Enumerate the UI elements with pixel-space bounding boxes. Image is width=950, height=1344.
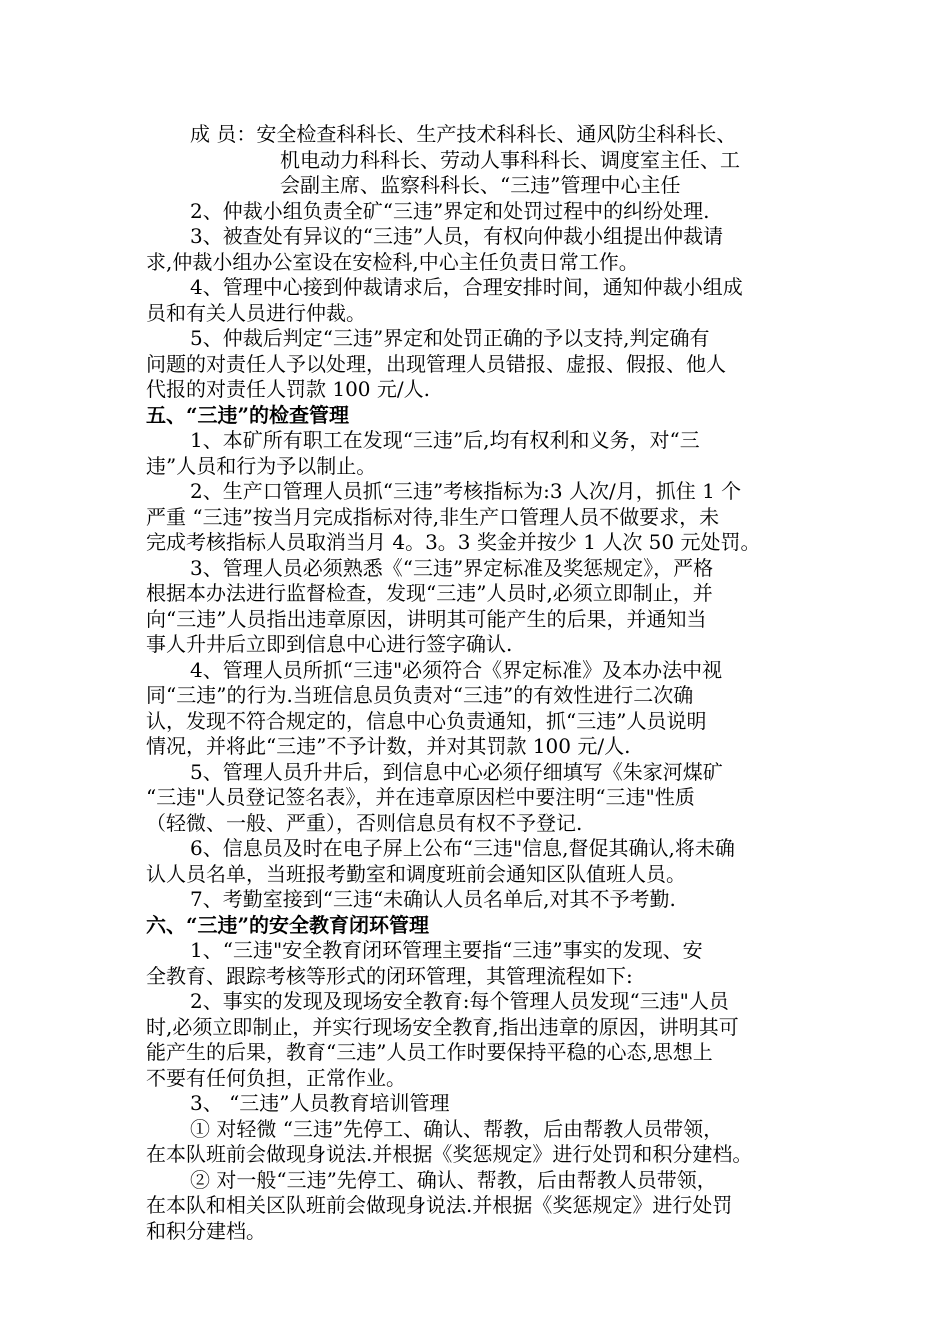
text-line: 1、“三违"安全教育闭环管理主要指“三违”事实的发现、安 <box>190 938 703 962</box>
text-line: 违”人员和行为予以制止。 <box>146 453 377 478</box>
text-line: 2、生产口管理人员抓“三违”考核指标为:3 人次/月，抓住 1 个 <box>190 479 742 503</box>
text-line: 机电动力科科长、劳动人事科科长、调度室主任、工 <box>280 147 740 172</box>
text-line: 成 员：安全检查科科长、生产技术科科长、通风防尘科科长、 <box>190 122 737 146</box>
text-line: 6、信息员及时在电子屏上公布“三违"信息,督促其确认,将未确 <box>190 836 735 860</box>
text-line: 根据本办法进行监督检查，发现“三违”人员时,必须立即制止，并 <box>146 581 713 605</box>
text-line: 时,必须立即制止，并实行现场安全教育,指出违章的原因，讲明其可 <box>146 1014 739 1039</box>
text-line: 2、仲裁小组负责全矿“三违”界定和处罚过程中的纠纷处理. <box>190 198 710 223</box>
text-line: 1、本矿所有职工在发现“三违”后,均有权利和义务，对“三 <box>190 428 700 452</box>
text-line: 员和有关人员进行仲裁。 <box>146 300 366 325</box>
text-line: 不要有任何负担，正常作业。 <box>146 1065 406 1090</box>
text-line: 全教育、跟踪考核等形式的闭环管理，其管理流程如下: <box>146 963 633 988</box>
text-line: 同“三违”的行为.当班信息员负责对“三违”的有效性进行二次确 <box>146 683 694 707</box>
section-heading: 五、“三违”的检查管理 <box>146 402 350 427</box>
document-page <box>146 122 826 1244</box>
text-line: 在本队和相关区队班前会做现身说法.并根据《奖惩规定》进行处罚 <box>146 1193 733 1217</box>
text-line: 2、事实的发现及现场安全教育:每个管理人员发现“三违"人员 <box>190 989 729 1013</box>
text-line: “三违"人员登记签名表》，并在违章原因栏中要注明“三违"性质 <box>146 785 695 809</box>
text-line: 3、被查处有异议的“三违”人员，有权向仲裁小组提出仲裁请 <box>190 224 724 248</box>
text-line: 问题的对责任人予以处理，出现管理人员错报、虚报、假报、他人 <box>146 351 726 376</box>
text-line: 求,仲裁小组办公室设在安检科,中心主任负责日常工作。 <box>146 249 639 274</box>
text-line: 会副主席、监察科科长、“三违”管理中心主任 <box>280 173 681 197</box>
text-line: 4、管理人员所抓“三违"必须符合《界定标准》及本办法中视 <box>190 657 723 682</box>
text-line: 完成考核指标人员取消当月 4。3。3 奖金并按少 1 人次 50 元处罚。 <box>146 530 761 554</box>
text-line: （轻微、一般、严重），否则信息员有权不予登记. <box>146 810 583 835</box>
text-line: 情况，并将此“三违”不予计数，并对其罚款 100 元/人. <box>146 734 631 758</box>
section-heading: 六、“三违”的安全教育闭环管理 <box>146 912 430 937</box>
text-line: 认人员名单，当班报考勤室和调度班前会通知区队值班人员。 <box>146 861 686 886</box>
text-line: 认，发现不符合规定的，信息中心负责通知，抓“三违”人员说明 <box>146 708 707 733</box>
text-line: 严重 “三违”按当月完成指标对待,非生产口管理人员不做要求，未 <box>146 504 720 529</box>
text-line: 5、管理人员升井后，到信息中心必须仔细填写《朱家河煤矿 <box>190 759 723 784</box>
text-line: 向“三违”人员指出违章原因，讲明其可能产生的后果，并通知当 <box>146 606 707 631</box>
text-line: 4、管理中心接到仲裁请求后，合理安排时间，通知仲裁小组成 <box>190 275 743 299</box>
text-line: 3、 “三违”人员教育培训管理 <box>190 1091 450 1115</box>
text-line: 能产生的后果，教育“三违”人员工作时要保持平稳的心态,思想上 <box>146 1040 713 1064</box>
text-line: ① 对轻微 “三违”先停工、确认、帮教，后由帮教人员带领， <box>190 1116 724 1141</box>
text-line: 和积分建档。 <box>146 1218 266 1243</box>
text-line: 7、考勤室接到“三违“未确认人员名单后,对其不予考勤. <box>190 887 676 911</box>
text-line: 代报的对责任人罚款 100 元/人. <box>146 377 430 401</box>
text-line: 在本队班前会做现身说法.并根据《奖惩规定》进行处罚和积分建档。 <box>146 1142 753 1166</box>
text-line: 事人升井后立即到信息中心进行签字确认. <box>146 632 513 656</box>
text-line: 5、仲裁后判定“三违”界定和处罚正确的予以支持,判定确有 <box>190 326 710 350</box>
text-line: ② 对一般“三违”先停工、确认、帮教，后由帮教人员带领， <box>190 1167 717 1192</box>
text-line: 3、管理人员必须熟悉《“三违”界定标准及奖惩规定》，严格 <box>190 555 714 580</box>
